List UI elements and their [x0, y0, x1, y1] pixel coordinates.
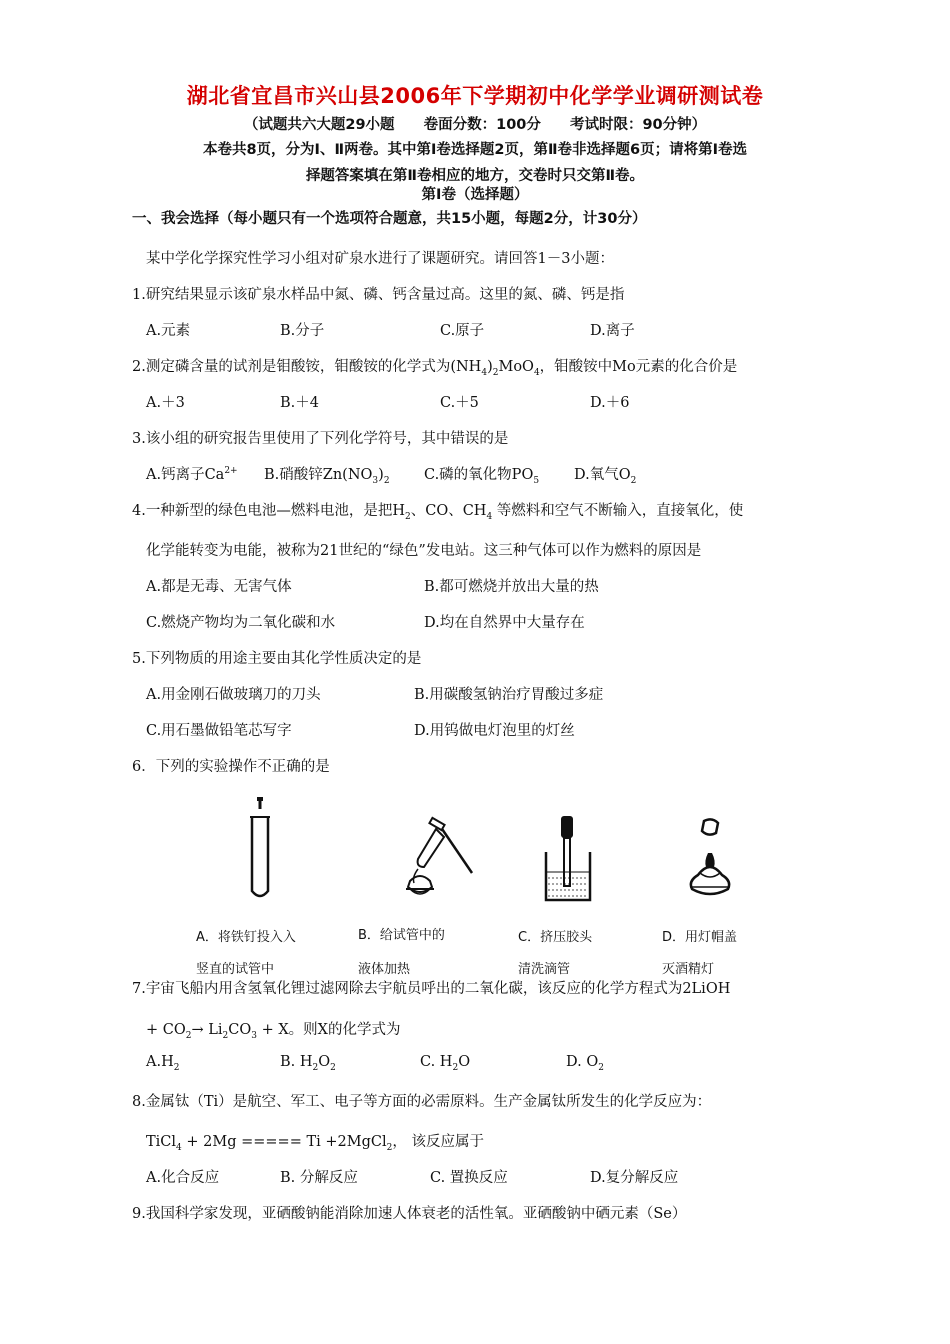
- q3-option-b: B.硝酸锌$Zn(NO_3)_2$: [264, 467, 390, 486]
- q1-stem: 1.研究结果显示该矿泉水样品中氮、磷、钙含量过高。这里的氮、磷、钙是指: [132, 287, 625, 303]
- q1-option-d: D.离子: [590, 323, 635, 339]
- q8-option-a: A.化合反应: [146, 1170, 220, 1186]
- q6-caption-b-1: B．给试管中的: [358, 928, 445, 943]
- q7-option-d: D. $O_2$: [566, 1054, 604, 1073]
- q8-equation: TiCl$_4$ + 2Mg ===== Ti +2MgCl$_2$， 该反应属于: [146, 1134, 484, 1153]
- q4-option-d: D.均在自然界中大量存在: [424, 615, 585, 631]
- q3-option-c: C.磷的氧化物$PO_5$: [424, 467, 540, 486]
- total-score: 卷面分数：100分: [423, 117, 541, 133]
- q7-option-c: C. $H_2O$: [420, 1054, 471, 1073]
- q3-stem: 3.该小组的研究报告里使用了下列化学符号，其中错误的是: [132, 431, 509, 447]
- exam-title: 湖北省宜昌市兴山县2006年下学期初中化学学业调研测试卷: [186, 84, 764, 108]
- q5-stem: 5.下列物质的用途主要由其化学性质决定的是: [132, 651, 422, 667]
- time-limit: 考试时限：90分钟）: [569, 117, 707, 133]
- heating-test-tube-figure: [396, 815, 476, 900]
- alcohol-lamp-cap-figure: [680, 815, 740, 905]
- q5-option-d: D.用钨做电灯泡里的灯丝: [414, 723, 575, 739]
- intro-text: 某中学化学探究性学习小组对矿泉水进行了课题研究。请回答1－3小题：: [146, 251, 614, 267]
- q6-caption-c-1: C．挤压胶头: [518, 930, 593, 945]
- notice-line-1: 本卷共8页，分为Ⅰ、Ⅱ两卷。其中第Ⅰ卷选择题2页，第Ⅱ卷非选择题6页；请将第Ⅰ卷选: [202, 142, 748, 158]
- q2-option-c: C.＋5: [440, 395, 479, 411]
- q8-option-c: C. 置换反应: [430, 1170, 508, 1186]
- q7-stem: 7.宇宙飞船内用含氢氧化锂过滤网除去宇航员呼出的二氧化碳，该反应的化学方程式为2LiOH: [132, 981, 731, 997]
- q4-stem: 4.一种新型的绿色电池—燃料电池，是把$H_2$、CO、$CH_4$ 等燃料和空气不断输入，直接氧化，使: [132, 503, 744, 522]
- q6-caption-d-2: 灭酒精灯: [662, 962, 715, 977]
- q5-option-b: B.用碳酸氢钠治疗胃酸过多症: [414, 687, 604, 703]
- q4-option-c: C.燃烧产物均为二氧化碳和水: [146, 615, 336, 631]
- q4-option-a: A.都是无毒、无害气体: [146, 579, 292, 595]
- q4-option-b: B.都可燃烧并放出大量的热: [424, 579, 599, 595]
- q7-option-b: B. $H_2O_2$: [280, 1054, 336, 1073]
- q6-caption-a-1: A．将铁钉投入入: [196, 930, 296, 945]
- q1-option-c: C.原子: [440, 323, 485, 339]
- exam-notice: [120, 137, 830, 189]
- q4-stem-2: 化学能转变为电能，被称为21世纪的“绿色”发电站。这三种气体可以作为燃料的原因是: [146, 543, 702, 559]
- part-title: 第Ⅰ卷（选择题）: [421, 187, 529, 203]
- q3-option-d: D.氧气$O_2$: [574, 467, 637, 486]
- q1-option-a: A.元素: [146, 323, 191, 339]
- q6-stem: 6．下列的实验操作不正确的是: [132, 759, 330, 775]
- q5-option-c: C.用石墨做铅笔芯写字: [146, 723, 292, 739]
- q6-caption-b-2: 液体加热: [358, 962, 411, 977]
- q8-option-d: D.复分解反应: [590, 1170, 679, 1186]
- q3-option-a: A.钙离子$Ca^{2+}$: [146, 466, 238, 483]
- exam-info: [0, 113, 950, 134]
- q8-stem: 8.金属钛（Ti）是航空、军工、电子等方面的必需原料。生产金属钛所发生的化学反应为：: [132, 1094, 712, 1110]
- q7-option-a: $A.H_2$: [146, 1054, 180, 1073]
- section-title: 一、我会选择（每小题只有一个选项符合题意，共15小题，每题2分，计30分）: [132, 211, 647, 227]
- q6-caption-d-1: D．用灯帽盖: [662, 930, 738, 945]
- q7-equation: + $CO_2\to Li_2CO_3 + X$。则X的化学式为: [146, 1022, 401, 1041]
- q6-caption-c-2: 清洗滴管: [518, 962, 571, 977]
- q1-option-b: B.分子: [280, 323, 325, 339]
- q2-option-b: B.＋4: [280, 395, 319, 411]
- beaker-dropper-figure: [540, 812, 596, 906]
- q2-option-d: D.＋6: [590, 395, 630, 411]
- q2-stem: 2.测定磷含量的试剂是钼酸铵，钼酸铵的化学式为$(NH_4)_2MoO_4$，钼酸铵中Mo元素的化合价是: [132, 359, 738, 378]
- question-count: （试题共六大题29小题: [243, 117, 395, 133]
- q9-stem: 9.我国科学家发现，亚硒酸钠能消除加速人体衰老的活性氧。亚硒酸钠中硒元素（Se）: [132, 1206, 687, 1222]
- q2-option-a: A.＋3: [146, 395, 185, 411]
- test-tube-nail-figure: [240, 795, 280, 905]
- q6-caption-a-2: 竖直的试管中: [196, 962, 275, 977]
- q5-option-a: A.用金刚石做玻璃刀的刀头: [146, 687, 321, 703]
- notice-line-2: 择题答案填在第Ⅱ卷相应的地方，交卷时只交第Ⅱ卷。: [305, 168, 645, 184]
- q8-option-b: B. 分解反应: [280, 1170, 358, 1186]
